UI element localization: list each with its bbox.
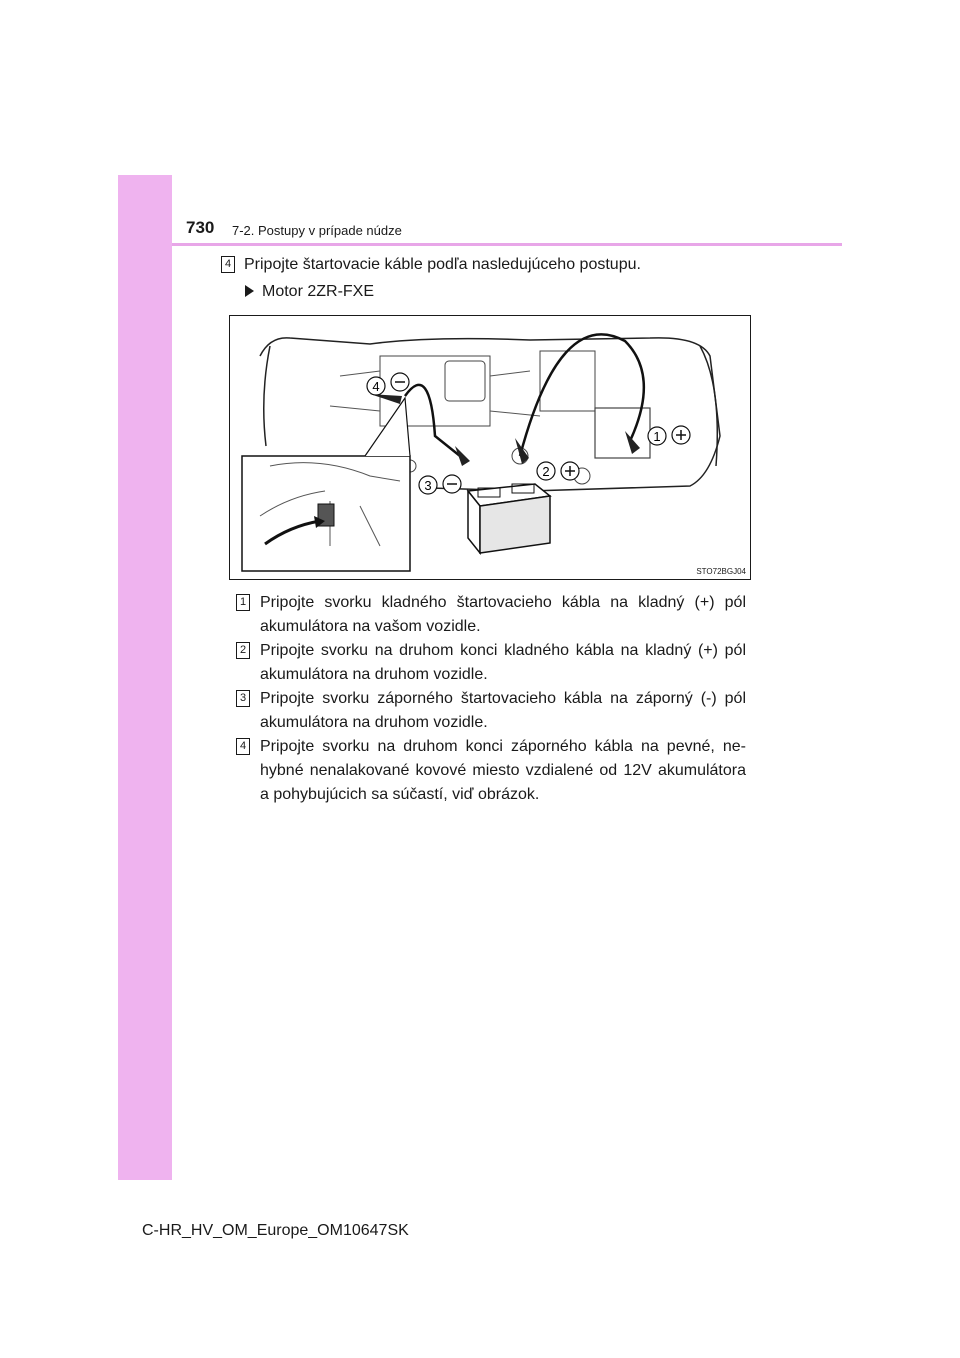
callout-4-label: 4 (372, 379, 380, 394)
jump-start-illustration (229, 315, 751, 580)
section-title: 7-2. Postupy v prípade núdze (232, 223, 402, 238)
header-rule (172, 243, 842, 246)
engine-label: Motor 2ZR-FXE (262, 283, 375, 300)
engine-bay-drawing (230, 316, 750, 579)
item-text: Pripojte svorku záporného štartovacieho kábla na záporný (-) pól akumulátora na druhom vozidle. (260, 690, 746, 731)
item-text: Pripojte svorku na druhom konci záporného kábla na pevné, nehybné nenalakované kovové miesto vzdialené od 12V akumulátora a pohybujúcich sa súčastí, viď obrázok. (260, 738, 746, 803)
callout-1-label: 1 (653, 429, 661, 444)
page-number: 730 (186, 218, 215, 237)
step-instruction: Pripojte štartovacie káble podľa nasledujúceho postupu. (244, 256, 641, 273)
item-text: Pripojte svorku kladného štartovacieho kábla na kladný (+) pól akumulátora na vašom vozidle. (260, 594, 746, 635)
item-number-box: 3 (236, 690, 250, 707)
figure-code: STO72BGJ04 (696, 567, 746, 576)
item-number-box: 1 (236, 594, 250, 611)
callout-3-label: 3 (424, 478, 432, 493)
item-text: Pripojte svorku na druhom konci kladného kábla na kladný (+) pól akumulátora na druhom vozidle. (260, 642, 746, 683)
item-number-box: 4 (236, 738, 250, 755)
triangle-bullet-icon (245, 285, 254, 297)
document-id: C-HR_HV_OM_Europe_OM10647SK (142, 1222, 409, 1239)
callout-2-label: 2 (542, 464, 550, 479)
step-number-box: 4 (221, 256, 235, 273)
engine-bullet (245, 283, 374, 301)
item-number-box: 2 (236, 642, 250, 659)
side-tab-band (118, 175, 172, 1180)
